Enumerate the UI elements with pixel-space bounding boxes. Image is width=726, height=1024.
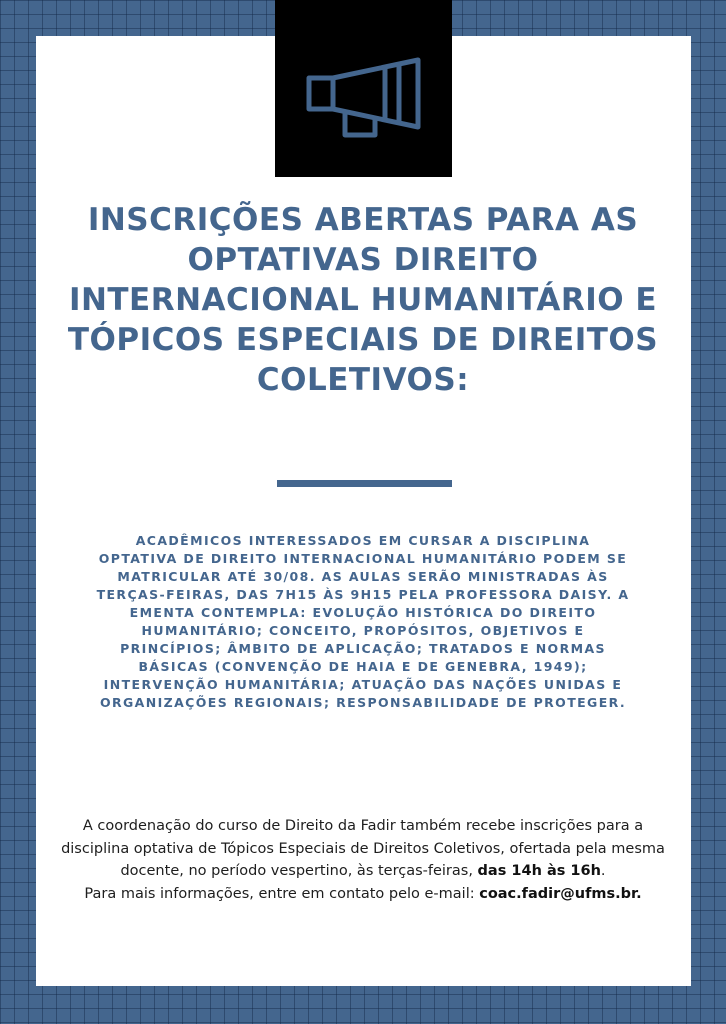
contact-text: Para mais informações, entre em contato pelo e-mail: xyxy=(84,885,480,902)
contact-email: coac.fadir@ufms.br. xyxy=(479,885,642,902)
divider xyxy=(277,480,452,487)
icon-box xyxy=(275,0,452,177)
schedule-time: das 14h às 16h xyxy=(477,863,601,879)
footer-text: A coordenação do curso de Direito da Fadir também recebe inscrições para a disciplina optativa de Tópicos Especiais de Direitos Coletivos, ofertada pela mesma docente, no período vespertino, às terças-feiras, xyxy=(61,818,665,879)
footer-paragraph xyxy=(60,815,666,905)
page-title: INSCRIÇÕES ABERTAS PARA AS OPTATIVAS DIREITO INTERNACIONAL HUMANITÁRIO E TÓPICOS ESPECIAIS DE DIREITOS COLETIVOS: xyxy=(67,202,659,398)
footer-period: . xyxy=(600,863,606,879)
megaphone-icon xyxy=(275,0,452,177)
course-description: ACADÊMICOS INTERESSADOS EM CURSAR A DISCIPLINA OPTATIVA DE DIREITO INTERNACIONAL HUMANITÁRIO PODEM SE MATRICULAR ATÉ 30/08. AS AULAS SERÃO MINISTRADAS ÀS TERÇAS-FEIRAS, DAS 7H15 ÀS 9H15 PELA PROFESSORA DAISY. A EMENTA CONTEMPLA: EVOLUÇÃO HISTÓRICA DO DIREITO HUMANITÁRIO; CONCEITO, PROPÓSITOS, OBJETIVOS E PRINCÍPIOS; ÂMBITO DE APLICAÇÃO; TRATADOS E NORMAS BÁSICAS (CONVENÇÃO DE HAIA E DE GENEBRA, 1949); INTERVENÇÃO HUMANITÁRIA; ATUAÇÃO DAS NAÇÕES UNIDAS E ORGANIZAÇÕES REGIONAIS; RESPONSABILIDADE DE PROTEGER. xyxy=(96,533,630,710)
